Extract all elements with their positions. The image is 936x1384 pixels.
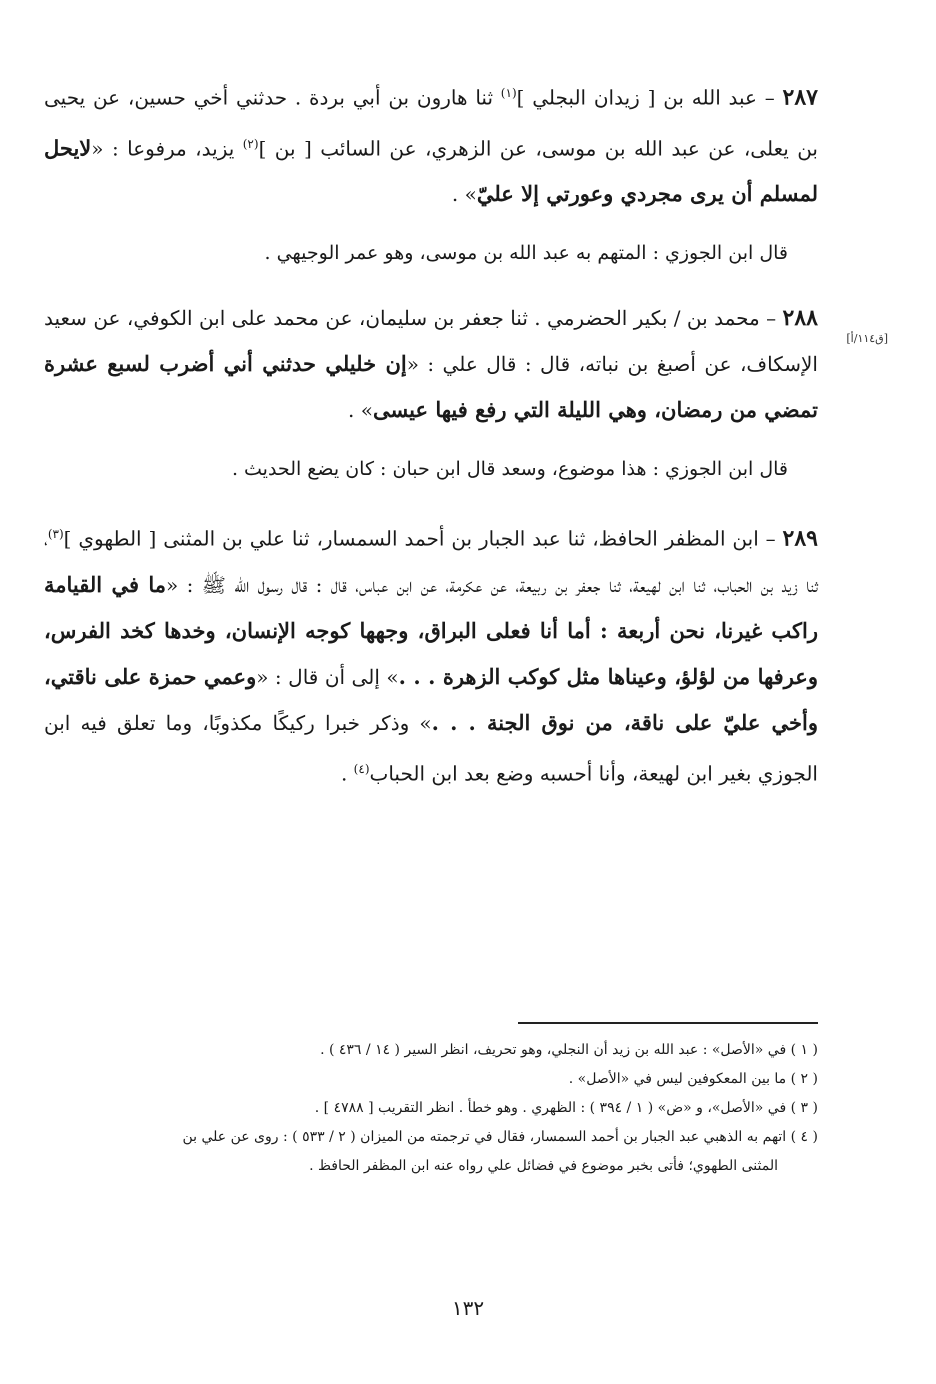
commentary-line: قال ابن الجوزي : المتهم به عبد الله بن موسى، وهو عمر الوجيهي . (264, 242, 788, 265)
entry-text: » . (347, 398, 373, 423)
footnotes-section (44, 1036, 818, 1181)
footnote-1: ( ١ ) في «الأصل» : عبد الله بن زيد أن النجلي، وهو تحريف، انظر السير ( ١٤ / ٤٣٦ ) . (320, 1042, 818, 1058)
entry-text: – محمد بن / بكير الحضرمي . ثنا جعفر بن سليمان، عن محمد على ابن الكوفي، عن سعيد الإسكاف، عن أصبغ بن نباته، قال : قال علي : « (44, 306, 818, 377)
entry-text: » إلى أن قال : « (256, 664, 399, 689)
page-number: ١٣٢ (451, 1296, 485, 1320)
footnote-4 (44, 1123, 818, 1181)
entry-text: . (340, 761, 354, 786)
hadith-entry-289 (44, 511, 818, 796)
footnote-marker: (١) (500, 86, 517, 100)
entry-text: ثنا هارون بن أبي بردة . حدثني أخي حسين، عن يحيى بن يعلى، عن عبد الله بن موسى، عن الزهري، عن السائب [ بن ] (44, 85, 818, 161)
entry-number: ٢٨٩ (782, 525, 818, 552)
footnote-3: ( ٣ ) في «الأصل»، و «ض» ( ١ / ٣٩٤ ) : الظهري . وهو خطأ . انظر التقريب [ ٤٧٨٨ ] . (314, 1100, 818, 1116)
entry-text: » . (451, 182, 477, 207)
footnote-4-line-2: المثنى الطهوي؛ فأتى بخبر موضوع في فضائل علي رواه عنه ابن المظفر الحافظ . (309, 1158, 778, 1174)
footnote-2: ( ٢ ) ما بين المعكوفين ليس في «الأصل» . (568, 1071, 818, 1087)
hadith-quote: لايحل لمسلم أن يرى مجردي وعورتي إلا عليّ (44, 135, 818, 207)
hadith-quote: إن خليلي حدثني أني أضرب لسبع عشرة تمضي من رمضان، وهي الليلة التي رفع فيها عيسى (44, 351, 818, 423)
entry-text: ، ثنا زيد بن الحباب، ثنا ابن لهيعة، ثنا جعفر بن ربيعة، عن عكرمة، عن ابن عباس، قال : قال رسول الله ﷺ : « (44, 526, 818, 597)
manuscript-folio-reference: [ق١١٤/أ] (846, 332, 888, 345)
footnote-divider (518, 1022, 818, 1024)
footnote-4-line-1: ( ٤ ) اتهم به الذهبي عبد الجبار بن أحمد السمسار، فقال في ترجمته من الميزان ( ٢ / ٥٣٣ ) : روى عن علي بن (182, 1129, 818, 1145)
hadith-quote: وعمي حمزة على ناقتي، وأخي عليّ على ناقة، من نوق الجنة . . . (44, 663, 818, 735)
footnote-marker: (٢) (242, 136, 259, 151)
hadith-entry-288 (44, 295, 818, 433)
hadith-entry-287 (44, 70, 818, 217)
entry-text: » وذكر خبرا ركيكًا مكذوبًا، وما تعلق فيه ابن الجوزي بغير ابن لهيعة، وأنا أحسبه وضع بعد ابن الحباب (44, 710, 818, 786)
hadith-quote: ما في القيامة راكب غيرنا، نحن أربعة : أما أنا فعلى البراق، وجهها كوجه الإنسان، وخدها كخد الفرس، وعرفها من لؤلؤ، وعيناها مثل كوكب الزهرة . . . (44, 571, 818, 689)
footnote-marker: (٣) (47, 527, 64, 542)
entry-text: – عبد الله بن [ زيدان البجلي ] (516, 85, 783, 110)
commentary-line: قال ابن الجوزي : هذا موضوع، وسعد قال ابن حبان : كان يضع الحديث . (231, 458, 788, 481)
entry-text: يزيد، مرفوعا : « (91, 136, 243, 161)
entry-number: ٢٨٧ (782, 84, 818, 111)
entry-number: ٢٨٨ (782, 305, 818, 332)
entry-text: – ابن المظفر الحافظ، ثنا عبد الجبار بن أحمد السمسار، ثنا علي بن المثنى [ الطهوي ] (63, 526, 783, 551)
footnote-marker: (٤) (353, 761, 370, 776)
